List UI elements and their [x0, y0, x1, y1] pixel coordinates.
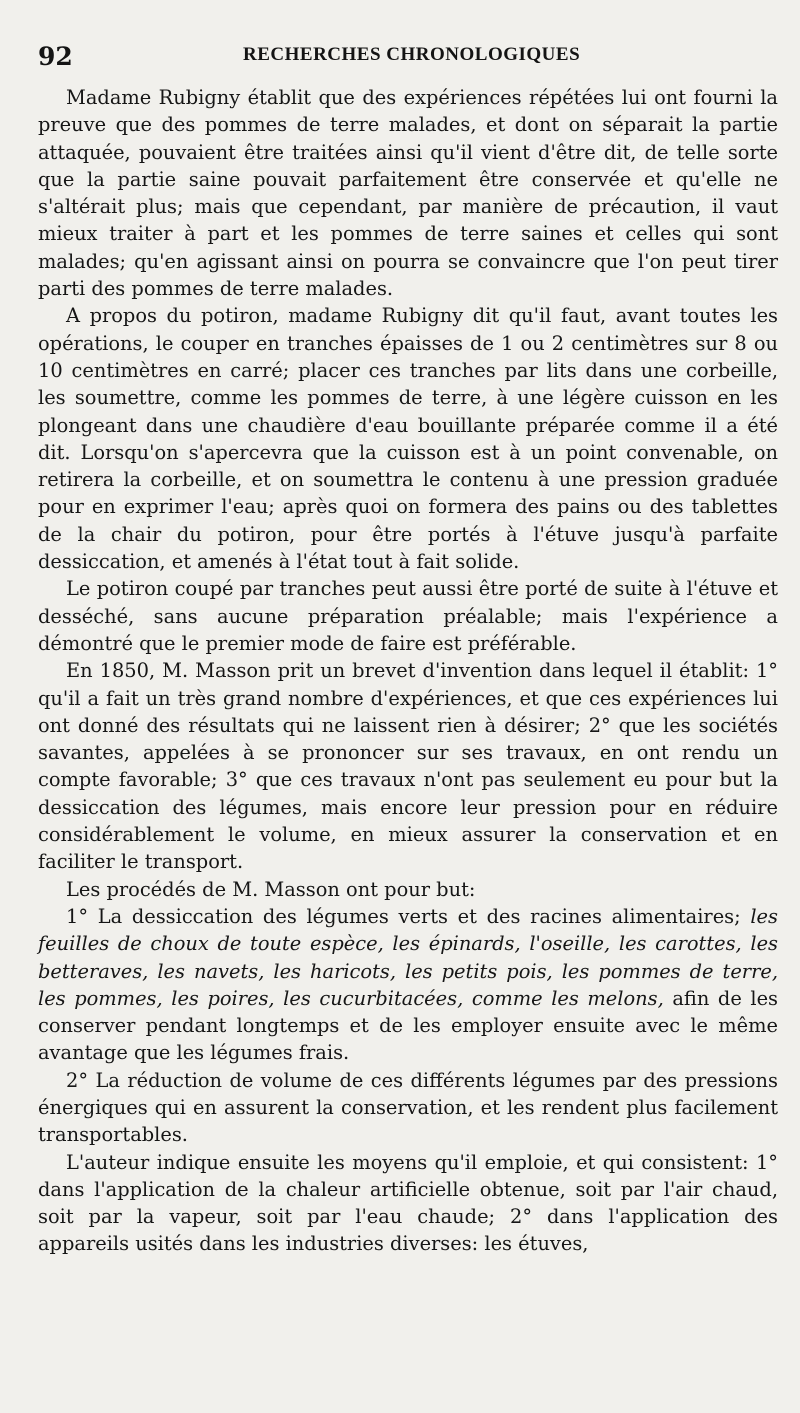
page-header: [38, 38, 778, 78]
italic-list: les feuilles de choux de toute espèce, les épinards, l'oseille, les carottes, les betteraves, les navets, les haricots, les petits pois, les pommes de terre, les pommes, les poires, les cucurbitacées, comme les melons,: [38, 904, 778, 1010]
paragraph: L'auteur indique ensuite les moyens qu'il emploie, et qui consistent: 1° dans l'application de la chaleur artificielle obtenue, soit par l'air chaud, soit par la vapeur, soit par l'eau chaude; 2° dans l'application des appareils usités dans les industries diverses: les étuves,: [38, 1150, 778, 1256]
list-item-lead: 1° La dessiccation des légumes verts et des racines alimentaires;: [66, 904, 741, 928]
paragraph: Les procédés de M. Masson ont pour but:: [66, 877, 476, 901]
paragraph-list-item: [38, 903, 778, 1067]
paragraph: Madame Rubigny établit que des expériences répétées lui ont fourni la preuve que des pommes de terre malades, et dont on séparait la partie attaquée, pouvaient être traitées ainsi qu'il vient d'être dit, de telle sorte que la partie saine pouvait parfaitement être conservée et qu'elle ne s'altérait plus; mais que cependant, par manière de précaution, il vaut mieux traiter à part et les pommes de terre saines et celles qui sont malades; qu'en agissant ainsi on pourra se convaincre que l'on peut tirer parti des pommes de terre malades.: [38, 86, 778, 301]
paragraph: Le potiron coupé par tranches peut aussi être porté de suite à l'étuve et desséché, sans aucune préparation préalable; mais l'expérience a démontré que le premier mode de faire est préférable.: [38, 577, 778, 655]
paragraph-list-item: 2° La réduction de volume de ces différents légumes par des pressions énergiques qui en assurent la conservation, et les rendent plus facilement transportables.: [38, 1068, 778, 1147]
running-head: RECHERCHES CHRONOLOGIQUES: [243, 44, 581, 65]
list-item-tail: afin de les conserver pendant longtemps et de les employer ensuite avec le même avantage que les légumes frais.: [38, 986, 779, 1065]
page-number: 92: [38, 42, 73, 71]
body-text: [38, 84, 778, 1258]
paragraph: A propos du potiron, madame Rubigny dit qu'il faut, avant toutes les opérations, le couper en tranches épaisses de 1 ou 2 centimètres sur 8 ou 10 centimètres en carré; placer ces tranches par lits dans une corbeille, les soumettre, comme les pommes de terre, à une légère cuisson en les plongeant dans une chaudière d'eau bouillante préparée comme il a été dit. Lorsqu'on s'apercevra que la cuisson est à un point convenable, on retirera la corbeille, et on soumettra le contenu à une pression graduée pour en exprimer l'eau; après quoi on formera des pains ou des tablettes de la chair du potiron, pour être portés à l'étuve jusqu'à parfaite dessiccation, et amenés à l'état tout à fait solide.: [38, 304, 778, 574]
paragraph: En 1850, M. Masson prit un brevet d'invention dans lequel il établit: 1° qu'il a fait un très grand nombre d'expériences, et que ces expériences lui ont donné des résultats qui ne laissent rien à désirer; 2° que les sociétés savantes, appelées à se prononcer sur ses travaux, en ont rendu un compte favorable; 3° que ces travaux n'ont pas seulement eu pour but la dessiccation des légumes, mais encore leur pression pour en réduire considérablement le volume, en mieux assurer la conservation et en faciliter le transport.: [38, 659, 778, 874]
